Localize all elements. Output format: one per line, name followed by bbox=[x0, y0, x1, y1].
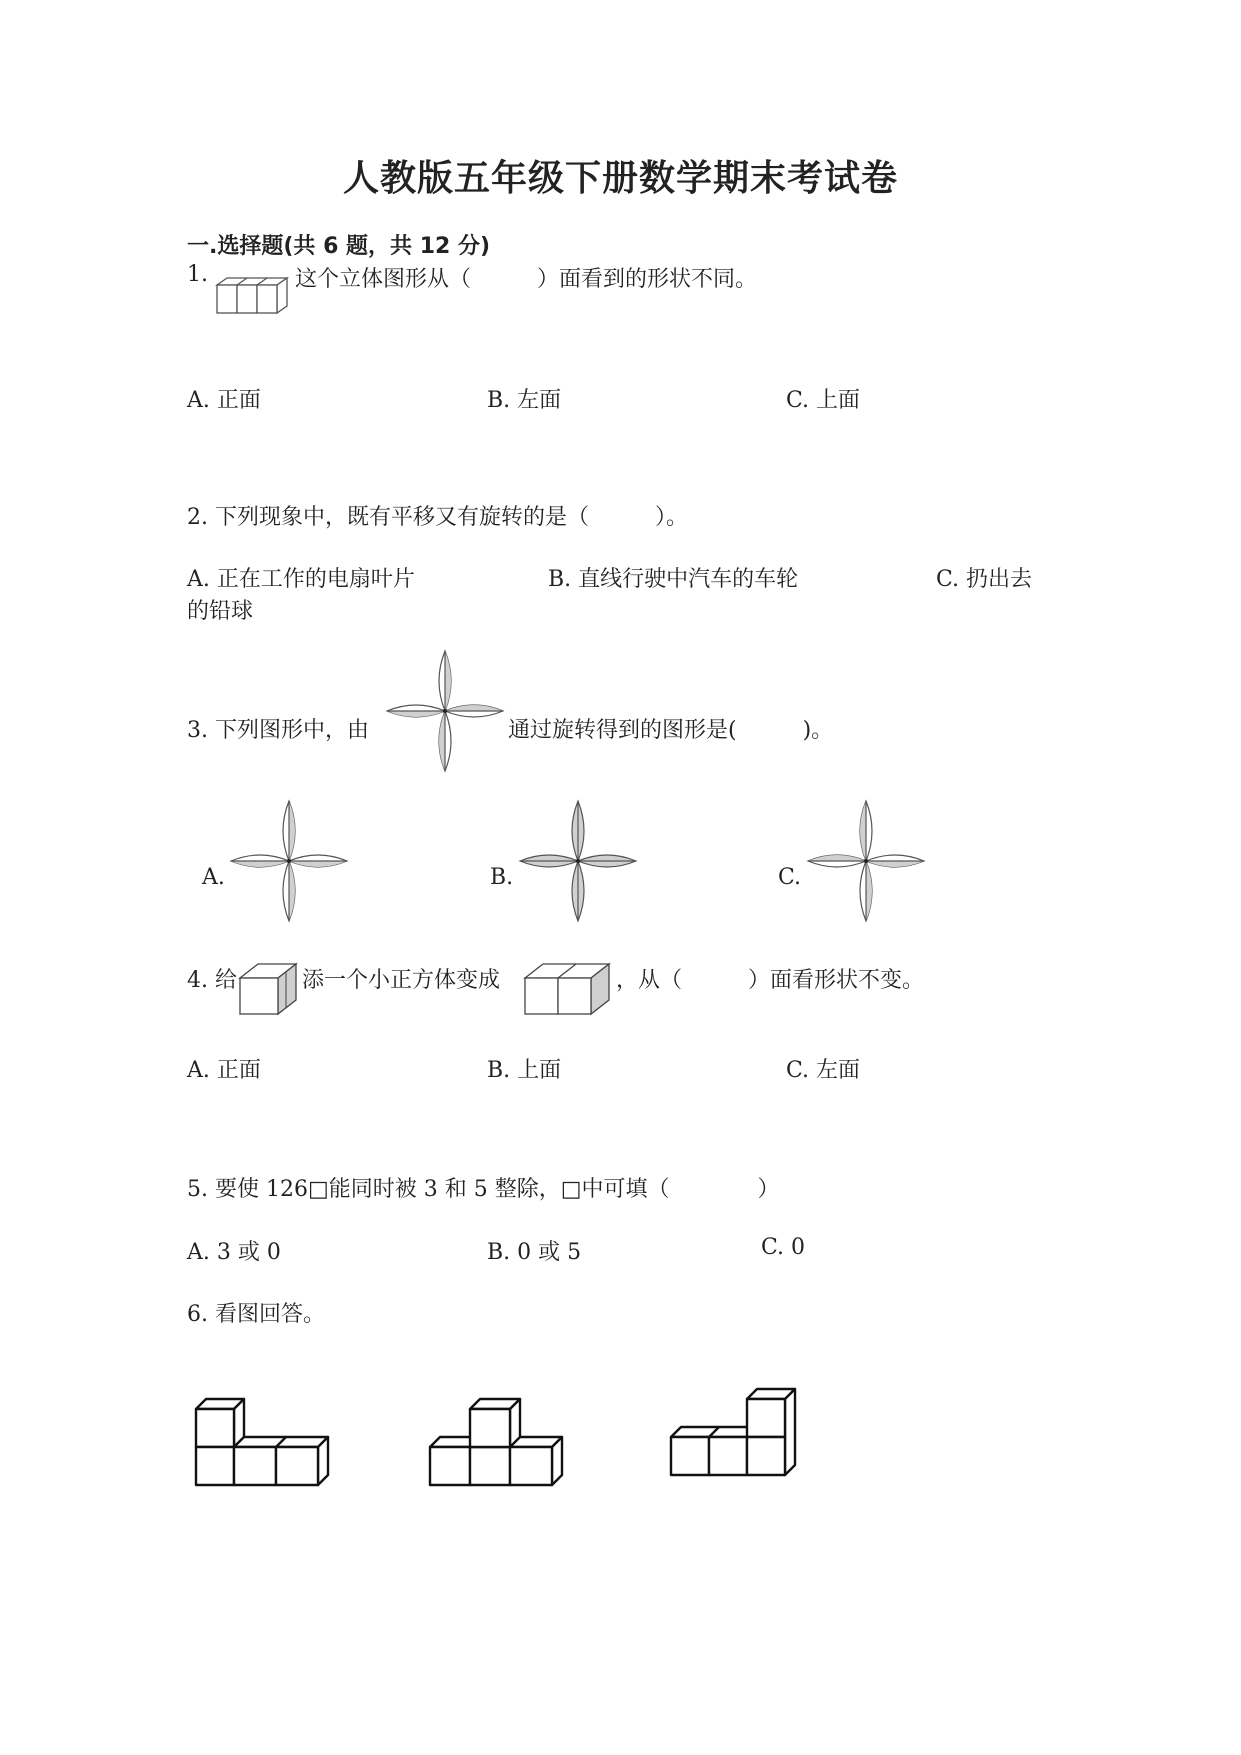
single-cube-figure bbox=[238, 958, 300, 1020]
q3-stem-after: 通过旋转得到的图形是( )。 bbox=[508, 718, 834, 743]
petal-flower-option-b-figure bbox=[519, 800, 637, 922]
q2-option-b[interactable]: B. 直线行驶中汽车的车轮 bbox=[548, 567, 799, 592]
q2-option-a[interactable]: A. 正在工作的电扇叶片 bbox=[187, 567, 415, 592]
cube-stack-figure-2 bbox=[428, 1385, 564, 1493]
q1-number: 1. bbox=[187, 262, 208, 287]
q3-option-c[interactable]: C. bbox=[778, 865, 802, 890]
q4-stem-middle: 添一个小正方体变成 bbox=[302, 968, 501, 993]
three-cube-row-figure bbox=[213, 275, 293, 317]
page-title: 人教版五年级下册数学期末考试卷 bbox=[342, 158, 898, 199]
petal-flower-option-a-figure bbox=[230, 800, 348, 922]
petal-flower-original-figure bbox=[386, 650, 504, 772]
q6-stem: 6. 看图回答。 bbox=[187, 1302, 325, 1327]
q1-option-c[interactable]: C. 上面 bbox=[786, 388, 861, 413]
section-heading: 一.选择题(共 6 题，共 12 分) bbox=[187, 234, 491, 259]
q4-option-b[interactable]: B. 上面 bbox=[487, 1058, 562, 1083]
q5-option-a[interactable]: A. 3 或 0 bbox=[187, 1240, 281, 1265]
petal-flower-option-c-figure bbox=[807, 800, 925, 922]
q2-stem: 2. 下列现象中，既有平移又有旋转的是（ ）。 bbox=[187, 505, 688, 530]
q3-stem-before: 3. 下列图形中，由 bbox=[187, 718, 369, 743]
q4-stem-after: ，从（ ）面看形状不变。 bbox=[616, 968, 925, 993]
q4-stem-before: 4. 给 bbox=[187, 968, 237, 993]
q3-option-b[interactable]: B. bbox=[490, 865, 514, 890]
q5-stem: 5. 要使 126□能同时被 3 和 5 整除，□中可填（ ） bbox=[187, 1177, 780, 1202]
cube-stack-figure-3 bbox=[669, 1381, 805, 1485]
q4-option-c[interactable]: C. 左面 bbox=[786, 1058, 861, 1083]
q2-option-c[interactable]: C. 扔出去 bbox=[936, 567, 1033, 592]
q5-option-c[interactable]: C. 0 bbox=[761, 1235, 806, 1260]
q1-stem: 这个立体图形从（ ）面看到的形状不同。 bbox=[295, 267, 758, 292]
q2-option-c-wrap: 的铅球 bbox=[187, 599, 254, 624]
q1-option-a[interactable]: A. 正面 bbox=[187, 388, 261, 413]
q1-option-b[interactable]: B. 左面 bbox=[487, 388, 562, 413]
q3-option-a[interactable]: A. bbox=[202, 865, 225, 890]
q5-option-b[interactable]: B. 0 或 5 bbox=[487, 1240, 582, 1265]
q4-option-a[interactable]: A. 正面 bbox=[187, 1058, 261, 1083]
two-cube-figure bbox=[523, 958, 613, 1020]
cube-stack-figure-1 bbox=[194, 1393, 330, 1493]
